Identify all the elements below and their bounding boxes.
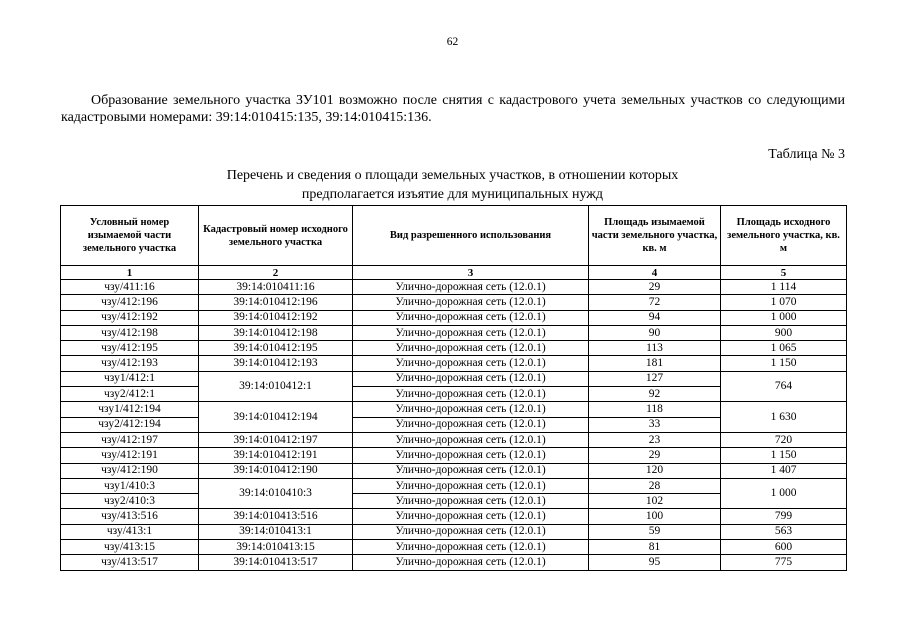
- part-number-cell: чзу1/410:3: [61, 478, 199, 493]
- column-number: 4: [589, 266, 721, 280]
- permitted-use-cell: Улично-дорожная сеть (12.0.1): [353, 555, 589, 570]
- header-total-area: Площадь исходного земельного участка, кв. м: [721, 206, 847, 266]
- table-row: [61, 356, 847, 371]
- permitted-use-cell: Улично-дорожная сеть (12.0.1): [353, 509, 589, 524]
- part-area-cell: 29: [589, 448, 721, 463]
- part-number-cell: чзу/413:516: [61, 509, 199, 524]
- permitted-use-cell: Улично-дорожная сеть (12.0.1): [353, 540, 589, 555]
- permitted-use-cell: Улично-дорожная сеть (12.0.1): [353, 432, 589, 447]
- part-number-cell: чзу/413:517: [61, 555, 199, 570]
- total-area-cell: 563: [721, 524, 847, 539]
- cadastral-number-cell: 39:14:010413:15: [199, 540, 353, 555]
- table-label: Таблица № 3: [768, 147, 845, 162]
- part-number-cell: чзу/412:197: [61, 432, 199, 447]
- table-row: [61, 432, 847, 447]
- total-area-cell: 799: [721, 509, 847, 524]
- part-area-cell: 95: [589, 555, 721, 570]
- permitted-use-cell: Улично-дорожная сеть (12.0.1): [353, 295, 589, 310]
- table-row: [61, 310, 847, 325]
- cadastral-number-cell: 39:14:010412:193: [199, 356, 353, 371]
- part-area-cell: 181: [589, 356, 721, 371]
- part-number-cell: чзу2/412:194: [61, 417, 199, 432]
- part-number-cell: чзу/413:15: [61, 540, 199, 555]
- permitted-use-cell: Улично-дорожная сеть (12.0.1): [353, 280, 589, 295]
- column-number: 3: [353, 266, 589, 280]
- table-row: [61, 280, 847, 295]
- part-number-cell: чзу/412:195: [61, 341, 199, 356]
- cadastral-number-cell: 39:14:010413:1: [199, 524, 353, 539]
- permitted-use-cell: Улично-дорожная сеть (12.0.1): [353, 417, 589, 432]
- part-area-cell: 120: [589, 463, 721, 478]
- total-area-cell: 1 630: [721, 402, 847, 433]
- part-area-cell: 90: [589, 325, 721, 340]
- permitted-use-cell: Улично-дорожная сеть (12.0.1): [353, 448, 589, 463]
- permitted-use-cell: Улично-дорожная сеть (12.0.1): [353, 341, 589, 356]
- part-number-cell: чзу2/412:1: [61, 387, 199, 402]
- part-number-cell: чзу/412:193: [61, 356, 199, 371]
- part-area-cell: 102: [589, 494, 721, 509]
- cadastral-number-cell: 39:14:010412:1: [199, 371, 353, 402]
- table-row: [61, 524, 847, 539]
- table-row: [61, 478, 847, 493]
- table-row: [61, 448, 847, 463]
- page-number: 62: [446, 36, 459, 48]
- part-number-cell: чзу/412:196: [61, 295, 199, 310]
- part-area-cell: 92: [589, 387, 721, 402]
- total-area-cell: 1 114: [721, 280, 847, 295]
- part-area-cell: 100: [589, 509, 721, 524]
- body-paragraph: Образование земельного участка ЗУ101 возможно после снятия с кадастрового учета земельных участков со следующими кадастровыми номерами: 39:14:010415:135, 39:14:010415:136.: [61, 93, 845, 125]
- total-area-cell: 1 150: [721, 356, 847, 371]
- cadastral-number-cell: 39:14:010412:194: [199, 402, 353, 433]
- permitted-use-cell: Улично-дорожная сеть (12.0.1): [353, 402, 589, 417]
- table-caption: [0, 166, 905, 204]
- cadastral-number-cell: 39:14:010412:197: [199, 432, 353, 447]
- part-area-cell: 33: [589, 417, 721, 432]
- permitted-use-cell: Улично-дорожная сеть (12.0.1): [353, 310, 589, 325]
- header-part-number: Условный номер изымаемой части земельного участка: [61, 206, 199, 266]
- total-area-cell: 1 070: [721, 295, 847, 310]
- table-row: [61, 509, 847, 524]
- header-part-area: Площадь изымаемой части земельного участка, кв. м: [589, 206, 721, 266]
- cadastral-number-cell: 39:14:010411:16: [199, 280, 353, 295]
- part-area-cell: 94: [589, 310, 721, 325]
- permitted-use-cell: Улично-дорожная сеть (12.0.1): [353, 478, 589, 493]
- part-number-cell: чзу/411:16: [61, 280, 199, 295]
- cadastral-number-cell: 39:14:010412:192: [199, 310, 353, 325]
- table-header-row: [61, 206, 847, 266]
- total-area-cell: 1 407: [721, 463, 847, 478]
- table-caption-line-2: предполагается изъятие для муниципальных нужд: [301, 187, 604, 202]
- part-area-cell: 118: [589, 402, 721, 417]
- part-number-cell: чзу/412:198: [61, 325, 199, 340]
- total-area-cell: 600: [721, 540, 847, 555]
- total-area-cell: 720: [721, 432, 847, 447]
- table-row: [61, 540, 847, 555]
- total-area-cell: 775: [721, 555, 847, 570]
- header-permitted-use: Вид разрешенного использования: [353, 206, 589, 266]
- parcels-table: [60, 205, 847, 571]
- cadastral-number-cell: 39:14:010412:190: [199, 463, 353, 478]
- part-number-cell: чзу1/412:194: [61, 402, 199, 417]
- part-number-cell: чзу/412:192: [61, 310, 199, 325]
- part-area-cell: 23: [589, 432, 721, 447]
- table-row: [61, 555, 847, 570]
- table-row: [61, 402, 847, 417]
- cadastral-number-cell: 39:14:010413:517: [199, 555, 353, 570]
- column-number-row: [61, 266, 847, 280]
- cadastral-number-cell: 39:14:010410:3: [199, 478, 353, 509]
- cadastral-number-cell: 39:14:010412:191: [199, 448, 353, 463]
- permitted-use-cell: Улично-дорожная сеть (12.0.1): [353, 356, 589, 371]
- cadastral-number-cell: 39:14:010412:196: [199, 295, 353, 310]
- table-row: [61, 325, 847, 340]
- cadastral-number-cell: 39:14:010412:198: [199, 325, 353, 340]
- part-area-cell: 59: [589, 524, 721, 539]
- table-row: [61, 463, 847, 478]
- permitted-use-cell: Улично-дорожная сеть (12.0.1): [353, 524, 589, 539]
- table-row: [61, 341, 847, 356]
- part-number-cell: чзу/413:1: [61, 524, 199, 539]
- part-number-cell: чзу1/412:1: [61, 371, 199, 386]
- table-row: [61, 295, 847, 310]
- part-number-cell: чзу/412:191: [61, 448, 199, 463]
- total-area-cell: 764: [721, 371, 847, 402]
- permitted-use-cell: Улично-дорожная сеть (12.0.1): [353, 325, 589, 340]
- part-area-cell: 81: [589, 540, 721, 555]
- part-area-cell: 28: [589, 478, 721, 493]
- cadastral-number-cell: 39:14:010412:195: [199, 341, 353, 356]
- cadastral-number-cell: 39:14:010413:516: [199, 509, 353, 524]
- total-area-cell: 1 065: [721, 341, 847, 356]
- part-area-cell: 29: [589, 280, 721, 295]
- column-number: 2: [199, 266, 353, 280]
- permitted-use-cell: Улично-дорожная сеть (12.0.1): [353, 494, 589, 509]
- column-number: 1: [61, 266, 199, 280]
- permitted-use-cell: Улично-дорожная сеть (12.0.1): [353, 371, 589, 386]
- total-area-cell: 1 150: [721, 448, 847, 463]
- table-row: [61, 371, 847, 386]
- header-cadastral-number: Кадастровый номер исходного земельного участка: [199, 206, 353, 266]
- total-area-cell: 900: [721, 325, 847, 340]
- column-number: 5: [721, 266, 847, 280]
- part-area-cell: 113: [589, 341, 721, 356]
- total-area-cell: 1 000: [721, 478, 847, 509]
- part-number-cell: чзу2/410:3: [61, 494, 199, 509]
- permitted-use-cell: Улично-дорожная сеть (12.0.1): [353, 463, 589, 478]
- part-area-cell: 72: [589, 295, 721, 310]
- part-number-cell: чзу/412:190: [61, 463, 199, 478]
- part-area-cell: 127: [589, 371, 721, 386]
- table-caption-line-1: Перечень и сведения о площади земельных участков, в отношении которых: [226, 168, 679, 183]
- permitted-use-cell: Улично-дорожная сеть (12.0.1): [353, 387, 589, 402]
- total-area-cell: 1 000: [721, 310, 847, 325]
